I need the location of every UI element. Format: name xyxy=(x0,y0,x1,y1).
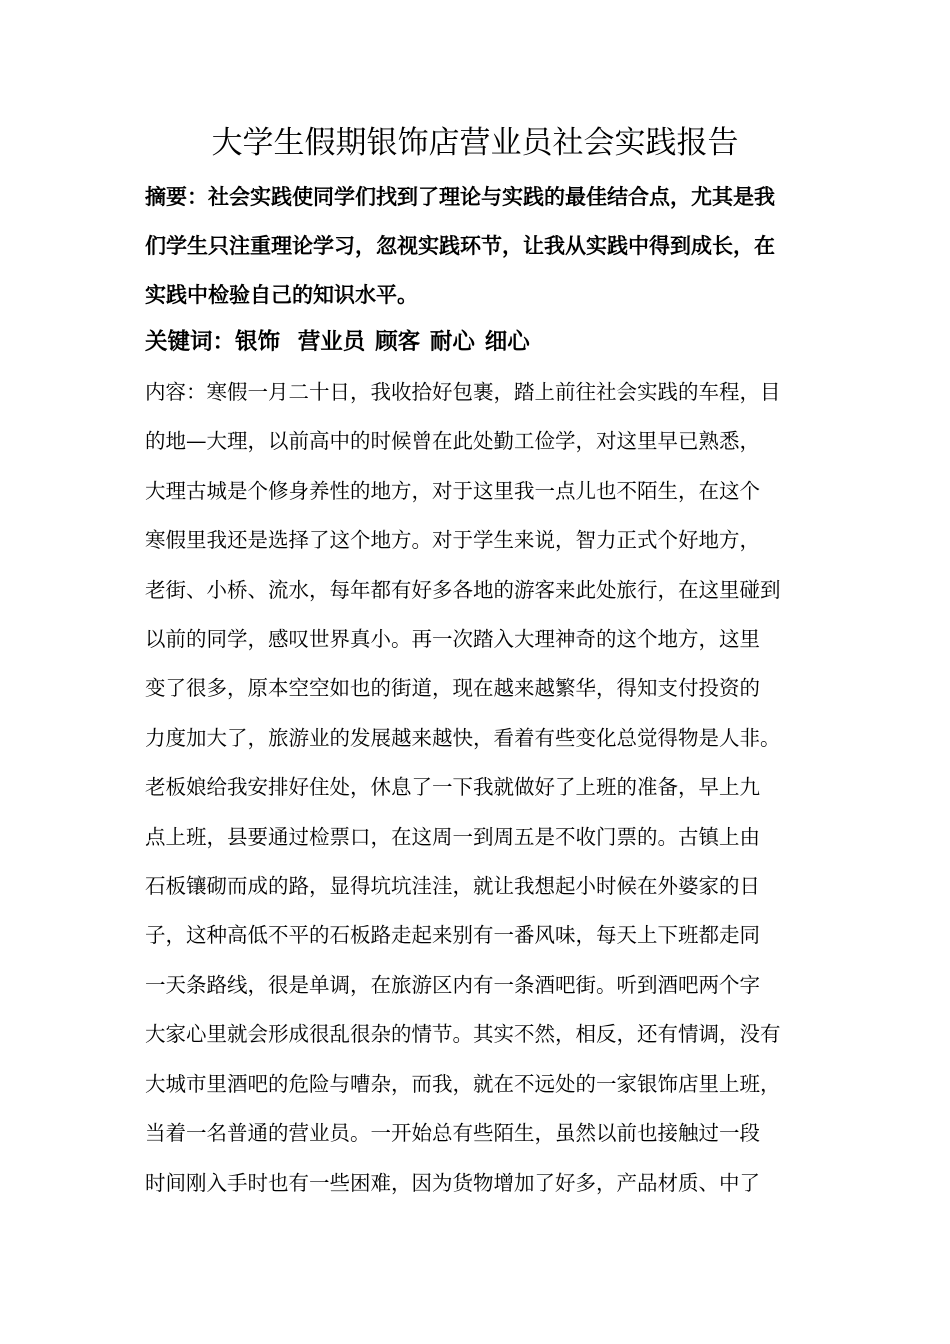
keywords-label: 关键词： xyxy=(145,329,236,355)
body-line: 寒假里我还是选择了这个地方。对于学生来说，智力正式个好地方， xyxy=(145,528,760,553)
keyword-item: 顾客 xyxy=(375,329,421,355)
body-line: 的地—大理，以前高中的时候曾在此处勤工俭学，对这里早已熟悉， xyxy=(145,429,760,454)
body-line: 以前的同学，感叹世界真小。再一次踏入大理神奇的这个地方，这里 xyxy=(145,627,760,652)
body-line: 一天条路线，很是单调，在旅游区内有一条酒吧街。听到酒吧两个字 xyxy=(145,972,760,997)
body-line: 变了很多，原本空空如也的街道，现在越来越繁华，得知支付投资的 xyxy=(145,676,760,701)
keywords-line xyxy=(145,319,810,365)
body-line: 内容：寒假一月二十日，我收拾好包裹，踏上前往社会实践的车程，目 xyxy=(145,380,781,404)
body-content xyxy=(145,368,815,1208)
abstract-line: 实践中检验自己的知识水平。 xyxy=(145,283,418,307)
abstract-section xyxy=(145,173,810,320)
abstract-line: 摘要：社会实践使同学们找到了理论与实践的最佳结合点，尤其是我 xyxy=(145,185,775,209)
body-line: 时间刚入手时也有一些困难，因为货物增加了好多，产品材质、中了 xyxy=(145,1170,760,1195)
body-line: 大城市里酒吧的危险与嘈杂，而我，就在不远处的一家银饰店里上班， xyxy=(145,1071,781,1096)
body-line: 当着一名普通的营业员。一开始总有些陌生，虽然以前也接触过一段 xyxy=(145,1121,760,1146)
keyword-item: 耐心 xyxy=(429,329,475,355)
body-line: 大家心里就会形成很乱很杂的情节。其实不然，相反，还有情调，没有 xyxy=(145,1022,781,1047)
body-line: 大理古城是个修身养性的地方，对于这里我一点儿也不陌生，在这个 xyxy=(145,478,760,503)
body-line: 点上班，县要通过检票口，在这周一到周五是不收门票的。古镇上由 xyxy=(145,824,760,849)
body-line: 石板镶砌而成的路，显得坑坑洼洼，就让我想起小时候在外婆家的日 xyxy=(145,874,760,899)
body-line: 老街、小桥、流水，每年都有好多各地的游客来此处旅行，在这里碰到 xyxy=(145,577,781,602)
body-line: 老板娘给我安排好住处，休息了一下我就做好了上班的准备，早上九 xyxy=(145,775,760,800)
document-title: 大学生假期银饰店营业员社会实践报告 xyxy=(211,125,739,161)
abstract-line: 们学生只注重理论学习，忽视实践环节，让我从实践中得到成长，在 xyxy=(145,234,775,258)
keyword-item: 营业员 xyxy=(297,329,366,355)
body-line: 子，这种高低不平的石板路走起来别有一番风味，每天上下班都走同 xyxy=(145,923,760,948)
keyword-item: 银饰 xyxy=(235,329,281,355)
body-line: 力度加大了，旅游业的发展越来越快，看着有些变化总觉得物是人非。 xyxy=(145,725,781,750)
keyword-item: 细心 xyxy=(484,329,530,355)
